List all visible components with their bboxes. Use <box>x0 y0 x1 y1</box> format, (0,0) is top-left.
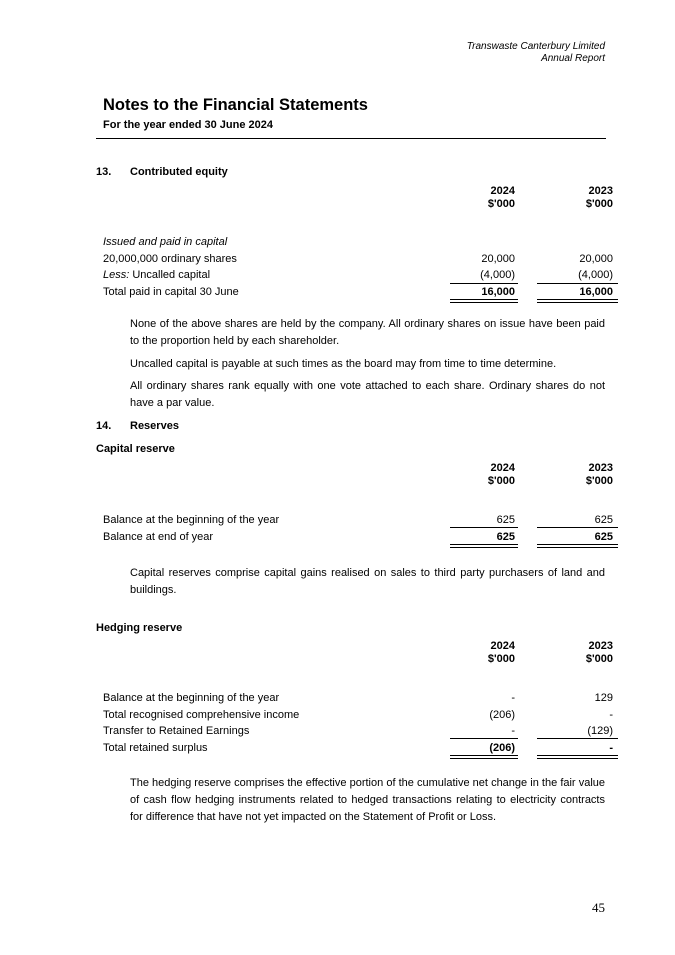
table-cell-2023: 625 <box>594 514 613 526</box>
page-header <box>467 41 605 65</box>
subtotal-rule <box>450 527 518 528</box>
table-cell-2024: (4,000) <box>480 269 515 281</box>
note13-paragraph: Uncalled capital is payable at such times as the board may from time to time determine. <box>130 358 557 370</box>
total-double-rule <box>537 755 618 759</box>
capital-reserve-heading: Capital reserve <box>96 443 175 455</box>
table-cell-2024: 625 <box>496 514 515 526</box>
table-row-label: 20,000,000 ordinary shares <box>103 253 237 265</box>
col-year: 2024 <box>490 462 515 474</box>
table-row-label: Total recognised comprehensive income <box>103 709 300 721</box>
table-cell-2024: - <box>511 725 515 737</box>
table-cell-2023: 625 <box>594 531 613 543</box>
table-cell-2023: (4,000) <box>578 269 613 281</box>
total-double-rule <box>450 755 518 759</box>
table-cell-2024: 16,000 <box>481 286 515 298</box>
note13-paragraph: All ordinary shares rank equally with one vote attached to each share. Ordinary shares do not have a par value. <box>130 380 605 409</box>
page-subtitle: For the year ended 30 June 2024 <box>103 119 273 131</box>
total-double-rule <box>537 299 618 303</box>
note14-number: 14. <box>96 420 112 432</box>
note13-col-2024 <box>488 185 515 211</box>
note13-col-2023 <box>586 185 613 211</box>
hedging-col-2024 <box>488 640 515 666</box>
table-cell-2023: - <box>609 709 613 721</box>
col-year: 2024 <box>490 640 515 652</box>
col-year: 2023 <box>588 640 613 652</box>
note13-heading: Contributed equity <box>130 166 228 178</box>
col-unit: $'000 <box>585 475 613 487</box>
table-row-label: Total paid in capital 30 June <box>103 286 239 298</box>
table-row-label: Transfer to Retained Earnings <box>103 725 250 737</box>
col-unit: $'000 <box>487 475 515 487</box>
company-name: Transwaste Canterbury Limited <box>466 41 605 52</box>
table-cell-2023: (129) <box>587 725 613 737</box>
table-cell-2023: 129 <box>594 692 613 704</box>
note13-paragraph: None of the above shares are held by the company. All ordinary shares on issue have been paid to the proportion held by each shareholder. <box>130 318 605 347</box>
table-cell-2024: (206) <box>489 709 515 721</box>
subtotal-rule <box>537 527 618 528</box>
table-cell-2024: 625 <box>496 531 515 543</box>
total-double-rule <box>537 544 618 548</box>
col-unit: $'000 <box>585 198 613 210</box>
note13-number: 13. <box>96 166 112 178</box>
total-double-rule <box>450 544 518 548</box>
report-name: Annual Report <box>541 53 605 64</box>
header-rule <box>96 138 606 139</box>
page-title: Notes to the Financial Statements <box>103 96 368 114</box>
table-cell-2023: 16,000 <box>579 286 613 298</box>
table-cell-2023: - <box>609 742 613 754</box>
hedging-col-2023 <box>586 640 613 666</box>
col-unit: $'000 <box>487 198 515 210</box>
label-text: Uncalled capital <box>129 269 211 281</box>
label-prefix: Less: <box>103 269 130 281</box>
subtotal-rule <box>537 738 618 739</box>
total-double-rule <box>450 299 518 303</box>
table-row-label <box>103 269 210 281</box>
table-row-label: Balance at the beginning of the year <box>103 514 280 526</box>
table-cell-2024: 20,000 <box>481 253 515 265</box>
table-row-label: Balance at end of year <box>103 531 214 543</box>
table-cell-2024: - <box>511 692 515 704</box>
table-row-label: Balance at the beginning of the year <box>103 692 280 704</box>
table-row-label: Total retained surplus <box>103 742 208 754</box>
hedging-reserve-paragraph: The hedging reserve comprises the effective portion of the cumulative net change in the fair value of cash flow hedging instruments related to hedged transactions relating to electricity contracts for difference that have not yet impacted on the Statement of Profit or Loss. <box>130 777 605 823</box>
page-number: 45 <box>592 900 605 915</box>
note14-heading: Reserves <box>130 420 179 432</box>
subtotal-rule <box>450 283 518 284</box>
col-unit: $'000 <box>585 653 613 665</box>
hedging-reserve-heading: Hedging reserve <box>96 622 183 634</box>
capital-col-2023 <box>586 462 613 488</box>
capital-reserve-paragraph: Capital reserves comprise capital gains realised on sales to third party purchasers of land and buildings. <box>130 567 605 596</box>
col-year: 2023 <box>588 185 613 197</box>
subtotal-rule <box>537 283 618 284</box>
subtotal-rule <box>450 738 518 739</box>
col-year: 2024 <box>490 185 515 197</box>
col-unit: $'000 <box>487 653 515 665</box>
note13-subheading: Issued and paid in capital <box>103 236 228 248</box>
table-cell-2023: 20,000 <box>579 253 613 265</box>
table-cell-2024: (206) <box>489 742 515 754</box>
capital-col-2024 <box>488 462 515 488</box>
col-year: 2023 <box>588 462 613 474</box>
